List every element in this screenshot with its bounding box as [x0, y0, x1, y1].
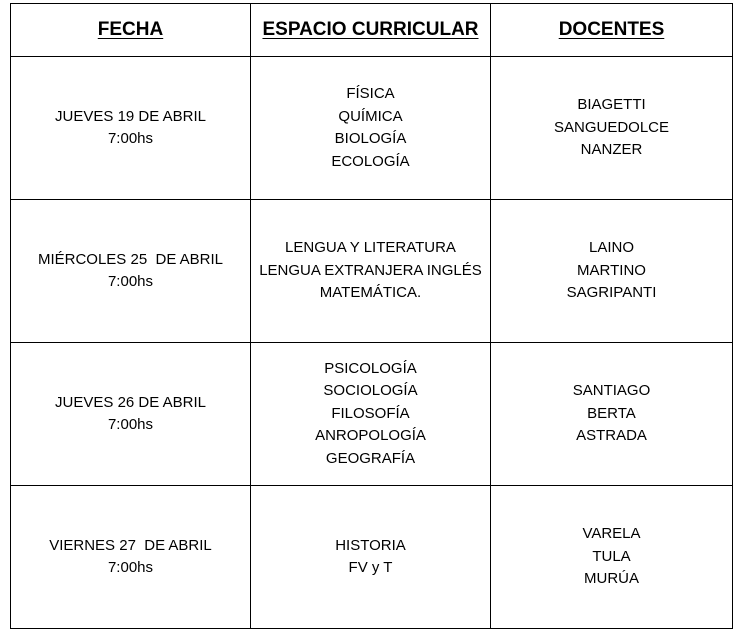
teacher: MARTINO [577, 261, 646, 279]
docentes-cell [491, 343, 733, 486]
table-row [11, 57, 733, 200]
fecha-time: 7:00hs [107, 130, 154, 147]
fecha-time: 7:00hs [107, 273, 154, 290]
subject: BIOLOGÍA [334, 130, 407, 147]
subject: MATEMÁTICA. [319, 284, 422, 302]
fecha-time: 7:00hs [107, 416, 154, 433]
teacher: TULA [592, 547, 631, 565]
subject: LENGUA EXTRANJERA INGLÉS [259, 261, 482, 279]
espacio-cell [251, 343, 491, 486]
subject: PSICOLOGÍA [324, 359, 417, 377]
subject: SOCIOLOGÍA [323, 382, 418, 400]
teacher: BIAGETTI [577, 96, 646, 114]
espacio-cell [251, 57, 491, 200]
teacher: SANGUEDOLCE [553, 118, 670, 136]
fecha-cell [11, 200, 251, 343]
header-espacio-curricular: ESPACIO CURRICULAR [251, 4, 491, 57]
subject: QUÍMICA [338, 107, 403, 125]
fecha-cell [11, 486, 251, 629]
subject: ECOLOGÍA [331, 152, 410, 170]
docentes-cell [491, 200, 733, 343]
fecha-date: VIERNES 27 DE ABRIL [49, 536, 212, 554]
subject: GEOGRAFÍA [325, 449, 416, 467]
fecha-cell [11, 57, 251, 200]
table-row [11, 200, 733, 343]
subject: ANROPOLOGÍA [315, 427, 426, 445]
teacher: BERTA [587, 404, 636, 422]
espacio-cell [251, 486, 491, 629]
fecha-cell [11, 343, 251, 486]
subject: FV y T [348, 559, 393, 576]
teacher: ASTRADA [576, 427, 647, 445]
docentes-cell [491, 486, 733, 629]
fecha-date: JUEVES 26 DE ABRIL [55, 393, 206, 411]
docentes-cell [491, 57, 733, 200]
teacher: MURÚA [584, 570, 639, 588]
subject: HISTORIA [335, 536, 406, 554]
header-row [11, 4, 733, 57]
teacher: NANZER [580, 141, 643, 159]
subject: LENGUA Y LITERATURA [285, 239, 456, 257]
schedule-table [10, 3, 733, 629]
header-fecha: FECHA [11, 4, 251, 57]
teacher: SANTIAGO [572, 382, 651, 400]
subject: FILOSOFÍA [331, 404, 410, 422]
table-row [11, 343, 733, 486]
table-row [11, 486, 733, 629]
header-docentes: DOCENTES [491, 4, 733, 57]
teacher: SAGRIPANTI [566, 284, 657, 302]
fecha-time: 7:00hs [107, 559, 154, 576]
fecha-date: JUEVES 19 DE ABRIL [55, 107, 206, 125]
teacher: VARELA [582, 525, 641, 543]
subject: FÍSICA [346, 85, 395, 102]
teacher: LAINO [588, 239, 634, 257]
fecha-date: MIÉRCOLES 25 DE ABRIL [37, 250, 224, 268]
espacio-cell [251, 200, 491, 343]
